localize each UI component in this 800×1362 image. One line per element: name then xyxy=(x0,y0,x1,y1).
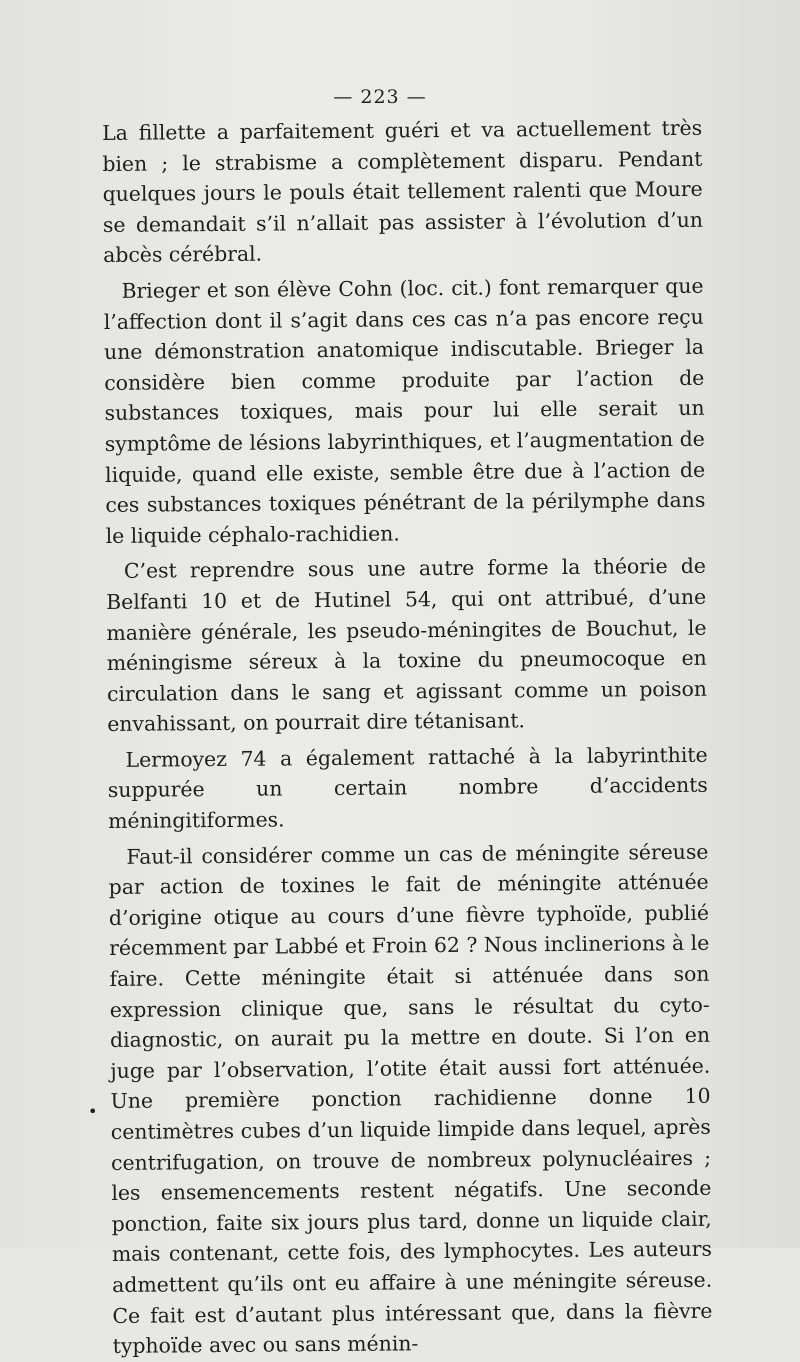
paragraph-3: C’est reprendre sous une autre forme la théorie de Belfanti 10 et de Hutinel 54, qui ont attribué, d’une manière générale, les pseudo-méningites de Bouchut, le méningisme séreux à la toxine du pneumocoque en circulation dans le sang et agissant comme un poison envahissant, on pourrait dire tétanisant. xyxy=(106,554,708,737)
paragraph-4: Lermoyez 74 a également rattaché à la labyrinthite suppurée un certain nombre d’accidents méningitiformes. xyxy=(107,742,708,834)
paragraph-1: La fillette a parfaitement guéri et va actuellement très bien ; le strabisme a complètement disparu. Pendant quelques jours le pouls était tellement ralenti que Moure se demandait s’il n’allait pas assister à l’évolution d’un abcès cérébral. xyxy=(102,115,704,268)
page-number: — 223 — xyxy=(333,86,427,108)
margin-mark: • xyxy=(88,1102,98,1121)
paragraph-2: Brieger et son élève Cohn (loc. cit.) font remarquer que l’affection dont il s’agit dans ces cas n’a pas encore reçu une démonstration anatomique indiscutable. Brieger la considère bien comme produite par l’action de substances toxiques, mais pour lui elle serait un symptôme de lésions labyrinthiques, et l’augmentation de liquide, quand elle existe, semble être due à l’action de ces substances toxiques pénétrant de la périlymphe dans le liquide céphalo-rachidien. xyxy=(103,273,706,548)
paragraph-5: Faut-il considérer comme un cas de méningite séreuse par action de toxines le fait de méningite atténuée d’origine otique au cours d’une fièvre typhoïde, publié récemment par Labbé et Froin 62 ? Nous inclinerions à le faire. Cette méningite était si atténuée dans son expression clinique que, sans le résultat du cyto-diagnostic, on aurait pu la mettre en doute. Si l’on en juge par l’observation, l’otite était aussi fort atténuée. Une première ponction rachidienne donne 10 centimètres cubes d’un liquide limpide dans lequel, après centrifugation, on trouve de nombreux polynucléaires ; les ensemencements restent négatifs. Une seconde ponction, faite six jours plus tard, donne un liquide clair, mais contenant, cette fois, des lymphocytes. Les auteurs admettent qu’ils ont eu affaire à une méningite séreuse. Ce fait est d’autant plus intéressant que, dans la fièvre typhoïde avec ou sans ménin- xyxy=(108,839,713,1359)
body-text xyxy=(102,113,713,1362)
